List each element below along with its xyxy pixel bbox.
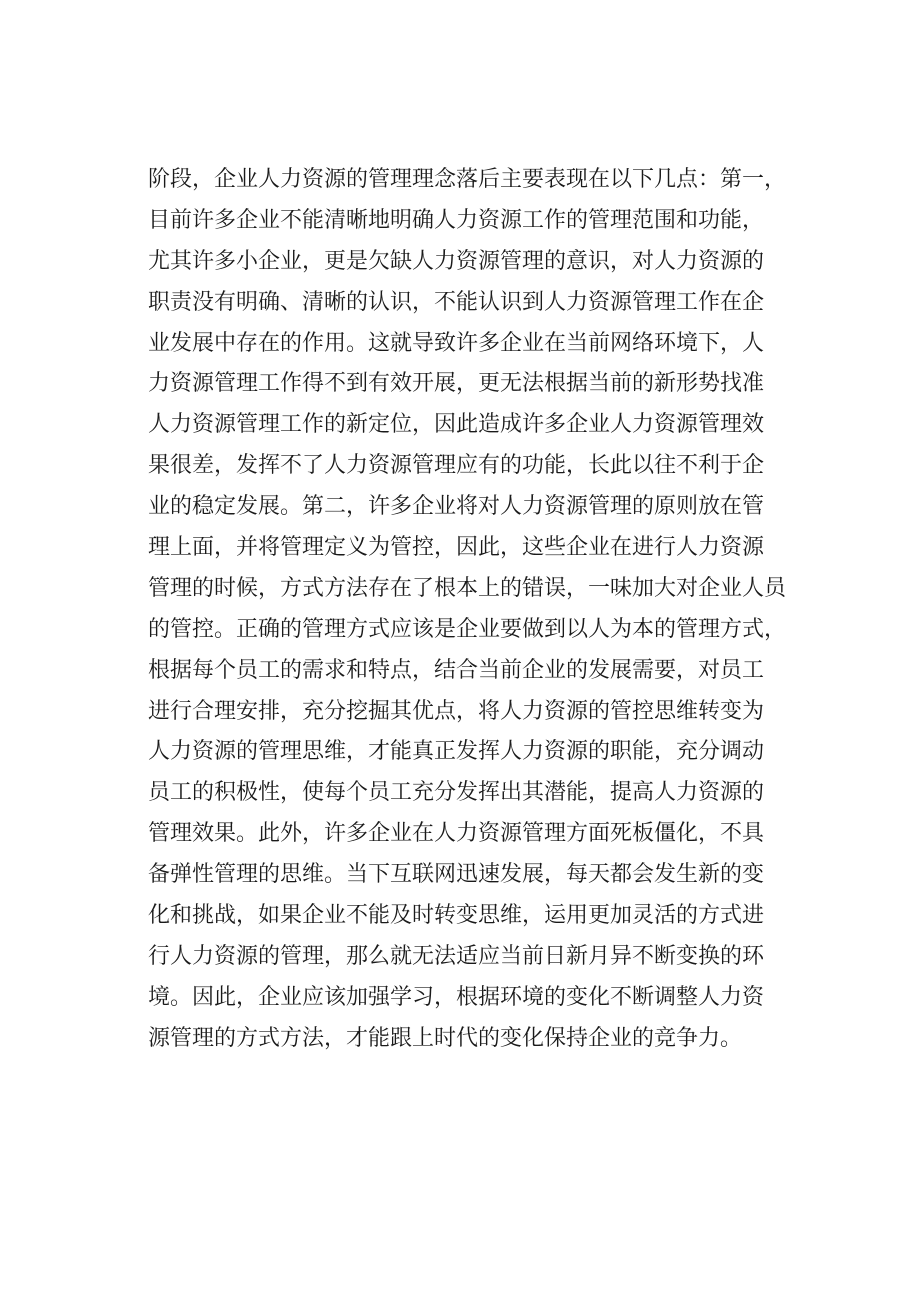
text-line: 业发展中存在的作用。这就导致许多企业在当前网络环境下，人 (148, 330, 765, 356)
text-line: 进行合理安排，充分挖掘其优点，将人力资源的管控思维转变为 (148, 698, 765, 724)
text-line: 阶段，企业人力资源的管理理念落后主要表现在以下几点：第一， (148, 167, 787, 192)
text-line: 力资源管理工作得不到有效开展，更无法根据当前的新形势找准 (148, 371, 765, 397)
text-line: 尤其许多小企业，更是欠缺人力资源管理的意识，对人力资源的 (148, 248, 765, 274)
text-line: 果很差，发挥不了人力资源管理应有的功能，长此以往不利于企 (148, 453, 765, 479)
text-line: 业的稳定发展。第二，许多企业将对人力资源管理的原则放在管 (148, 494, 765, 520)
text-line: 理上面，并将管理定义为管控，因此，这些企业在进行人力资源 (148, 535, 765, 561)
text-line: 化和挑战，如果企业不能及时转变思维，运用更加灵活的方式进 (148, 903, 765, 929)
text-line: 行人力资源的管理，那么就无法适应当前日新月异不断变换的环 (148, 943, 765, 969)
text-line: 管理效果。此外，许多企业在人力资源管理方面死板僵化，不具 (148, 821, 765, 847)
text-line: 备弹性管理的思维。当下互联网迅速发展，每天都会发生新的变 (148, 862, 765, 888)
body-paragraph (148, 160, 808, 1060)
text-line: 人力资源管理工作的新定位，因此造成许多企业人力资源管理效 (148, 412, 765, 438)
text-line: 员工的积极性，使每个员工充分发挥出其潜能，提高人力资源的 (148, 780, 765, 806)
text-line: 职责没有明确、清晰的认识，不能认识到人力资源管理工作在企 (148, 289, 765, 315)
text-line: 管理的时候，方式方法存在了根本上的错误，一味加大对企业人员 (148, 575, 787, 601)
text-line: 根据每个员工的需求和特点，结合当前企业的发展需要，对员工 (148, 657, 765, 683)
text-line: 目前许多企业不能清晰地明确人力资源工作的管理范围和功能， (148, 207, 765, 233)
text-line: 的管控。正确的管理方式应该是企业要做到以人为本的管理方式， (148, 616, 787, 642)
text-line: 源管理的方式方法，才能跟上时代的变化保持企业的竞争力。 (148, 1025, 743, 1051)
text-line: 境。因此，企业应该加强学习，根据环境的变化不断调整人力资 (148, 984, 765, 1010)
text-line: 人力资源的管理思维，才能真正发挥人力资源的职能，充分调动 (148, 739, 765, 765)
